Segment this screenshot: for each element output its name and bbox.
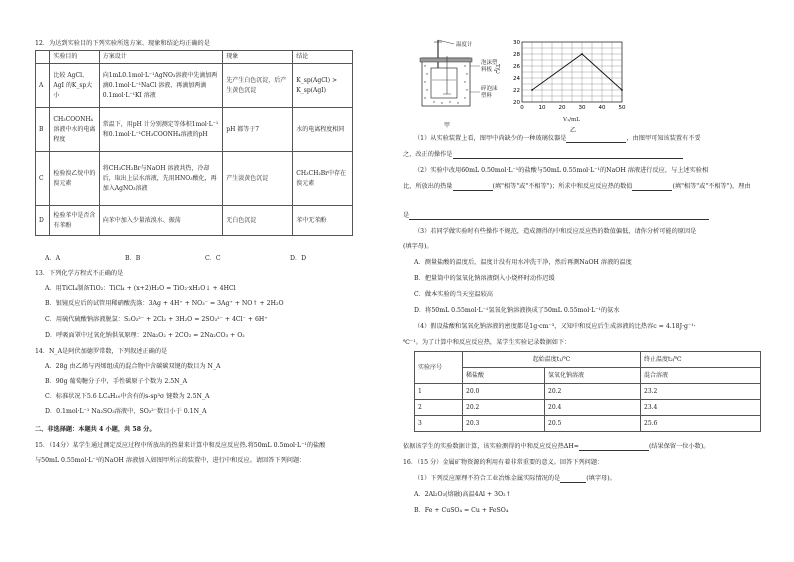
q15-part3-text-b: (填字母)。 [403, 243, 433, 250]
q16-part1 [414, 475, 616, 483]
q13-stem: 13．下列化学方程式不正确的是 [35, 270, 124, 277]
q15-part3-line2 [403, 243, 433, 251]
y-tick-label: 30 [513, 40, 520, 46]
q15-part1-text-c: 之，改正的操作是 [403, 151, 453, 158]
row-purpose: CH₃COONH₄溶液中水的电离程度 [50, 108, 99, 152]
header-hcl: 稀盐酸 [463, 368, 545, 384]
q15-part3-option-a: A．测量盐酸的温度后，温度计没有用水冲洗干净，然后再测NaOH 溶液的温度 [414, 259, 632, 266]
row-plan: 常温下，用pH 计分别测定等体积1mol·L⁻¹和0.1mol·L⁻¹CH₃COONH₄溶液的pH [99, 108, 223, 152]
q15-part2-text-b: 比，所放出的热量 [403, 183, 453, 190]
data-point [531, 89, 533, 91]
q12-option-c: C．C [205, 255, 221, 262]
q15-part5-text-b: (结果保留一位小数)。 [648, 443, 710, 450]
chart-ylabel: T/℃ [494, 64, 500, 76]
label-lid: 泡沫塑料板 [481, 60, 498, 73]
header-end: 终止温度t₂/℃ [641, 352, 761, 368]
answer-blank[interactable] [566, 135, 626, 143]
q12-option-b: B．B [125, 255, 141, 262]
row-plan: 向1mL0.1mol·L⁻¹AgNO₃溶液中先滴加两滴0.1mol·L⁻¹NaCl 溶液，再滴加两滴0.1mol·L⁻¹KI 溶液 [99, 64, 223, 108]
figure-jia-caption: 甲 [444, 122, 451, 129]
x-tick-label: 0 [520, 105, 524, 111]
q13-option-c: C．用硫代硫酸钠溶液脱氯：S₂O₃²⁻ + 2Cl₂ + 3H₂O = 2SO₃²⁻ + 4Cl⁻ + 6H⁺ [45, 316, 268, 323]
answer-blank[interactable] [632, 183, 672, 191]
y-tick-label: 24 [513, 76, 520, 82]
q14-option-b: B．90g 葡萄糖分子中，手性碳原子个数为 2.5N_A [45, 378, 188, 385]
q12-header-purpose: 实验目的 [50, 51, 99, 64]
table-header-row [415, 352, 761, 368]
q12-table [35, 50, 353, 236]
q15-part4-line2: ℃⁻¹。为了计算中和反应反应热，某学生实验记录数据如下： [403, 339, 571, 346]
cell-hcl: 20.2 [463, 400, 545, 416]
row-phen: 先产生白色沉淀，后产生黄色沉淀 [223, 64, 293, 108]
q14-stem: 14．N_A是阿伏加德罗常数，下列叙述正确的是 [35, 348, 168, 355]
q15-part2-line1: （2）实验中改用60mL 0.50mol·L⁻¹的盐酸与50mL 0.55mol·L⁻¹的NaOH 溶液进行反应，与上述实验相 [414, 167, 709, 174]
row-label: A [36, 64, 50, 108]
label-thermometer: 温度计 [456, 42, 473, 48]
q16-part1-suffix: (填字母)。 [586, 475, 616, 482]
answer-blank[interactable] [453, 183, 493, 191]
y-tick-label: 28 [513, 52, 520, 58]
q16-option-b: B．Fe + CuSO₄ = Cu + FeSO₄ [414, 507, 509, 514]
q15-part2-text-d: (填"相等"或"不相等")，理由 [672, 183, 751, 190]
calorimeter-figure [414, 36, 514, 118]
q12-header-row [36, 51, 353, 64]
q12-header-plan: 方案设计 [99, 51, 223, 64]
q12-option-d: D．D [290, 255, 307, 262]
q15-intro-2: 与50mL 0.55mol·L⁻¹的NaOH 溶液加入如图甲所示的装置中，进行中和反应。请回答下列问题： [35, 457, 306, 464]
cell-hcl: 20.0 [463, 384, 545, 400]
q13-option-d: D．呼吸面罩中过氧化钠供氧原理：2Na₂O₂ + 2CO₂ = 2Na₂CO₃ + O₂ [45, 332, 245, 339]
row-phen: 产生淡黄色沉淀 [223, 152, 293, 206]
inner-beaker [431, 68, 457, 98]
row-purpose: 比较 AgCl、AgI 的K_sp大小 [50, 64, 99, 108]
q16-option-a: A．2Al₂O₃(熔融)高温4Al + 3O₂↑ [414, 491, 511, 498]
table-subheader-row [415, 368, 761, 384]
q12-option-a: A．A [45, 255, 61, 262]
q14-option-a: A．28g 由乙烯与丙烯组成的混合物中含碳碳双键的数目为 N_A [45, 363, 221, 370]
q15-data-table [414, 351, 761, 432]
row-label: B [36, 108, 50, 152]
cell-mix: 23.2 [641, 384, 761, 400]
cell-no: 2 [415, 400, 463, 416]
answer-blank[interactable] [453, 151, 683, 159]
row-phen: pH 都等于7 [223, 108, 293, 152]
cell-mix: 25.6 [641, 416, 761, 432]
y-tick-label: 26 [513, 64, 520, 70]
figure-yi-caption: 乙 [570, 127, 577, 134]
x-tick-label: 30 [578, 105, 586, 111]
row-plan: 将CH₃CH₂Br与NaOH 溶液共热，冷却后，取出上层水溶液，先用HNO₃酸化，再加入AgNO₃溶液 [99, 152, 223, 206]
q12-stem: 12．为达到实验目的下列实验所选方案、现象和结论均正确的是 [35, 40, 210, 47]
cell-naoh: 20.5 [545, 416, 641, 432]
cell-naoh: 20.4 [545, 400, 641, 416]
q15-part1-line2 [403, 151, 683, 159]
q15-part2-text-c: (填"相等"或"不相等")；所求中和反应反应热的数值 [492, 183, 633, 190]
cell-hcl: 20.3 [463, 416, 545, 432]
x-tick-label: 40 [598, 105, 606, 111]
q14-option-d: D．0.1mol·L⁻¹ Na₂SO₃溶液中，SO₃²⁻数目小于 0.1N_A [45, 408, 207, 415]
q12-header-blank [36, 51, 50, 64]
q12-header-concl: 结论 [293, 51, 353, 64]
data-point [621, 89, 623, 91]
table-row [415, 384, 761, 400]
q15-part1-text-a: （1）从实验装置上看，图甲中尚缺少的一种玻璃仪器是 [414, 135, 567, 142]
answer-blank[interactable] [409, 212, 709, 220]
q15-part5-text-a: 依据该学生的实验数据计算，该实验测得的中和反应反应热ΔH= [403, 443, 579, 450]
foam-lid [420, 58, 472, 62]
q15-part3-option-c: C．做本实验的当天室温较高 [414, 291, 493, 298]
x-tick-label: 50 [618, 105, 626, 111]
q12-header-phen: 现象 [223, 51, 293, 64]
q15-part3-line1: （3）若同学做实验时有些操作不规范，造成测得的中和反应反应热的数值偏低，请你分析可能的原因是 [414, 228, 697, 235]
table-row [36, 64, 353, 108]
header-start: 起始温度t₁/℃ [463, 352, 641, 368]
cell-no: 1 [415, 384, 463, 400]
data-point [581, 53, 583, 55]
table-row [36, 108, 353, 152]
header-mix: 混合溶液 [641, 368, 761, 384]
cell-mix: 23.4 [641, 400, 761, 416]
row-purpose: 检验苯中是否含有苯酚 [50, 206, 99, 236]
q15-part2-line2 [403, 183, 751, 191]
q15-part5-line [403, 443, 709, 451]
section-2-title: 二、非选择题：本题共 4 小题，共 58 分。 [35, 426, 156, 433]
cell-naoh: 20.2 [545, 384, 641, 400]
q15-part2-text-e: 是 [403, 212, 410, 219]
header-naoh: 氢氧化钠溶液 [545, 368, 641, 384]
answer-blank[interactable] [560, 475, 586, 483]
table-row [36, 206, 353, 236]
q15-part2-line3 [403, 212, 709, 220]
row-label: D [36, 206, 50, 236]
label-foam: 碎泡沫塑料 [481, 86, 498, 99]
q16-part1-text: （1）下列反应原理不符合工业冶炼金属实际情况的是 [414, 475, 561, 482]
row-concl: K_sp(AgCl) > K_sp(AgI) [293, 64, 353, 108]
table-row [415, 400, 761, 416]
q13-option-a: A．用TiCl₄制备TiO₂：TiCl₄ + (x+2)H₂O = TiO₂·xH₂O↓ + 4HCl [45, 285, 236, 292]
q15-part1-line1 [414, 135, 701, 143]
answer-blank[interactable] [579, 443, 649, 451]
q15-part1-text-b: ，由图甲可知该装置有不妥 [626, 135, 701, 142]
temperature-volume-chart [506, 38, 631, 118]
row-concl: CH₃CH₂Br中存在溴元素 [293, 152, 353, 206]
q13-option-b: B．银镜反应后的试管用稀硝酸洗涤：3Ag + 4H⁺ + NO₃⁻ = 3Ag⁺ + NO↑ + 2H₂O [45, 300, 284, 307]
q15-part3-option-b: B．把量筒中的氢氧化钠溶液倒入小烧杯时动作迟缓 [414, 275, 555, 282]
header-no: 实验序号 [415, 352, 463, 384]
x-tick-label: 10 [538, 105, 546, 111]
y-tick-label: 22 [513, 88, 520, 94]
chart-xlabel: V₁/mL [563, 117, 580, 123]
table-row [415, 416, 761, 432]
q15-part3-option-d: D．将50mL 0.55mol·L⁻¹氢氧化钠溶液换成了50mL 0.55mol·L⁻¹的氨水 [414, 307, 620, 314]
q15-intro-1: 15．（14分）某学生通过测定反应过程中所放出的热量来计算中和反应反应热.将50mL 0.5mol·L⁻¹的盐酸 [35, 442, 326, 449]
x-tick-label: 20 [558, 105, 566, 111]
y-tick-label: 20 [513, 100, 520, 106]
row-purpose: 检验溴乙烷中的溴元素 [50, 152, 99, 206]
row-phen: 无白色沉淀 [223, 206, 293, 236]
q14-option-c: C．标准状况下5.6 LC₄H₁₀中含有的s-sp³σ 键数为 2.5N_A [45, 393, 210, 400]
table-row [36, 152, 353, 206]
q16-stem: 16．（15 分）金属矿物资源的利用有着非常重要的意义。回答下列问题： [403, 459, 604, 466]
cell-no: 3 [415, 416, 463, 432]
row-concl: 苯中无苯酚 [293, 206, 353, 236]
q15-part4-line1: （4）假设盐酸和氢氧化钠溶液的密度都是1g·cm⁻³，又知中和反应后生成溶液的比热容c = 4.18J·g⁻¹· [414, 323, 696, 330]
row-plan: 向苯中加入少量浓溴水、振荡 [99, 206, 223, 236]
row-label: C [36, 152, 50, 206]
row-concl: 水的电离程度相同 [293, 108, 353, 152]
